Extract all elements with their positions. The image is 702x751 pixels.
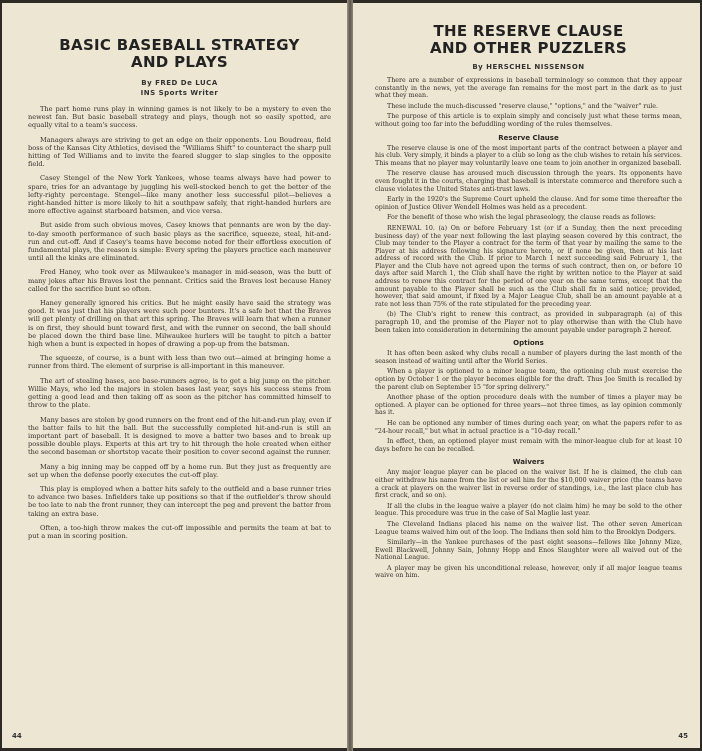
left-paragraph: Haney generally ignored his critics. But he might easily have said the strategy was good. It was just that his players were such poor bunters. It's a safe bet that the Braves will get plenty of drilling on that art this spring. The Braves will learn that when a runner is on first, they should bunt toward first, and with the runner on second, the ball should be placed down the third base line. Milwaukee hurlers will be taught to pitch a batter high when a bunt is expected in hopes of drawing a pop-up from the batsman. [28,299,331,349]
right-article-intro [375,77,682,129]
section-paragraph: It has often been asked why clubs recall a number of players during the last month of the season instead of waiting until after the World Series. [375,350,682,365]
left-paragraph: The art of stealing bases, ace base-runners agree, is to get a big jump on the pitcher. Willie Mays, who led the majors in stolen bases last year, says his success stems from getting a good lead and then taking off as soon as the pitcher has committed himself to throw to the plate. [28,376,331,410]
section-paragraph: (b) The Club's right to renew this contract, as provided in subparagraph (a) of this paragraph 10, and the promise of the Player not to play otherwise than with the Club have been taken into consideration in determining the amount payable under paragraph 2 hereof. [375,311,682,334]
left-page-number: 44 [12,732,22,740]
left-article-body [28,105,331,540]
right-title-line-2: AND OTHER PUZZLERS [430,39,627,57]
left-affiliation: INS Sports Writer [140,89,219,97]
intro-paragraph: The purpose of this article is to explain simply and concisely just what these terms mean, without going too far into the befuddling wording of the rules themselves. [375,113,682,128]
left-paragraph: Casey Stengel of the New York Yankees, whose teams always have had power to spare, tries for an advantage by juggling his well-stocked bench to get the better of the lefty-righty percentage. Stengel—like many another less successful pilot—believes a right-handed hitter is more likely to hit a southpaw safely, that right-handed hurlers are more effective against starboard batsmen, and vice versa. [28,174,331,216]
section-paragraph: When a player is optioned to a minor league team, the optioning club must exercise the option by October 1 or the player becomes eligible for the draft. Thus Joe Smith is recalled by the parent club on September 15 "for spring delivery." [375,368,682,391]
left-page [2,3,347,748]
left-paragraph: Managers always are striving to get an edge on their opponents. Lou Boudreau, field boss of the Kansas City Athletics, devised the "Williams Shift" to counteract the sharp pull hitting of Ted Williams and to invite the feared slugger to slap singles to the opposite field. [28,135,331,169]
left-paragraph: The squeeze, of course, is a bunt with less than two out—aimed at bringing home a runner from third. The element of surprise is all-important in this maneuver. [28,354,331,371]
section-paragraph: RENEWAL 10. (a) On or before February 1st (or if a Sunday, then the next preceding business day) of the year next following the last playing season covered by this contract, the Club may tender to the Player a contract for the term of that year by mailing the same to the Player at his address following his signature hereto, or if none be given, then at his last address of record with the Club. If prior to March 1 next succeeding said February 1, the Player and the Club have not agreed upon the terms of such contract, then on, or before 10 days after said March 1, the Club shall have the right by written notice to the Player at said address to renew this contract for the period of one year on the same terms, except that the amount payable to the Player shall be such as the Club shall fix in said notice; provided, however, that said amount, if fixed by a Major League Club, shall be an amount payable at a rate not less than 75% of the rate stipulated for the preceding year. [375,224,682,308]
left-paragraph: But aside from such obvious moves, Casey knows that pennants are won by the day-to-day smooth performance of such basic plays as the sacrifice, squeeze, steal, hit-and-run and cut-off. And if Casey's teams have become noted for their effortless execution of fundamental plays, the reason is simple: Every spring the players practice each maneuver until all the kinks are eliminated. [28,221,331,263]
section-paragraph: The Cleveland Indians placed his name on the waiver list. The other seven American League teams waived him out of the loop. The Indians then sold him to the Brooklyn Dodgers. [375,520,682,536]
section-paragraph: Another phase of the option procedure deals with the number of times a player may be optioned. A player can be optioned for three years—not three times, as lay opinion commonly has it. [375,394,682,417]
section-paragraph: He can be optioned any number of times during each year, on what the papers refer to as "24-hour recall," but what in actual practice is a "10-day recall." [375,419,682,435]
section-heading: Reserve Clause [498,133,559,142]
left-paragraph: Many a big inning may be capped off by a home run. But they just as frequently are set up when the defense poorly executes the cut-off play. [28,462,331,479]
intro-paragraph: These include the much-discussed "reserve clause," "options," and the "waiver" rule. [387,102,659,110]
section-heading: Options [513,339,544,348]
left-paragraph: Fred Haney, who took over as Milwaukee's manager in mid-season, was the butt of many jokes after his Braves lost the pennant. Critics said the Braves lost because Haney called for the sacrifice bunt so often. [28,268,331,293]
right-byline: By HERSCHEL NISSENSON [472,63,585,71]
left-paragraph: The part home runs play in winning games is not likely to be a mystery to even the newest fan. But basic baseball strategy and plays, though not so easily spotted, are equally vital to a team's success. [28,105,331,130]
left-byline: By FRED De LUCA [141,79,218,87]
right-article-title [375,23,682,57]
right-page [353,3,700,748]
right-page-number: 45 [678,732,688,740]
right-title-line-1: THE RESERVE CLAUSE [433,22,624,40]
left-article-title [28,37,331,71]
left-title-line-2: AND PLAYS [131,53,228,71]
left-paragraph: Often, a too-high throw makes the cut-off impossible and permits the team at bat to put a man in scoring position. [28,523,331,540]
section-paragraph: A player may be given his unconditional release, however, only if all major league teams waive on him. [375,564,682,580]
left-paragraph: Many bases are stolen by good runners on the front end of the hit-and-run play, even if the batter fails to hit the ball. But the successfully completed hit-and-run is still an important part of baseball. It is designed to move a batter two bases and to break up possible double plays. Experts at this art try to hit through the hole created when either the second baseman or shortstop vacate their position to cover second against the runner. [28,415,332,457]
section-paragraph: Any major league player can be placed on the waiver list. If he is claimed, the club can either withdraw his name from the list or sell him for the $10,000 waiver price (the teams have a crack at players on the waiver list in reverse order of standings, i.e., the last place club has first crack, and so on). [375,469,682,500]
section-paragraph: If all the clubs in the league waive a player (do not claim him) he may be sold to the other league. This procedure was true in the case of Sal Maglie last year. [375,502,682,518]
right-article-sections [375,134,682,581]
section-paragraph: The reserve clause has aroused much discussion through the years. Its opponents have even fought it in the courts, charging that baseball is interstate commerce and therefore such a clause violates the United States anti-trust laws. [375,170,682,193]
section-paragraph: Early in the 1920's the Supreme Court upheld the clause. And for some time thereafter the opinion of Justice Oliver Wendell Holmes was held as a precedent. [375,196,682,211]
section-paragraph: Similarly—in the Yankee purchases of the past eight seasons—fellows like Johnny Mize, Ewell Blackwell, Johnny Sain, Johnny Hopp and Enos Slaughter were all waived out of the National League. [375,539,682,562]
left-title-line-1: BASIC BASEBALL STRATEGY [59,36,300,54]
section-heading: Waivers [512,458,545,467]
section-paragraph: For the benefit of those who wish the legal phraseology, the clause reads as follows: [387,214,656,222]
section-paragraph: The reserve clause is one of the most important parts of the contract between a player and his club. Very simply, it binds a player to a club so long as the club wishes to retain his services. This means that no player may voluntarily leave one team to join another in organized baseball. [375,144,682,167]
left-paragraph: This play is employed when a batter hits safely to the outfield and a base runner tries to advance two bases. Infielders take up positions so that if the outfielder's throw should be too late to nab the front runner, they can intercept the peg and prevent the batter from taking an extra base. [28,484,331,518]
intro-paragraph: There are a number of expressions in baseball terminology so common that they appear constantly in the news, yet the average fan remains for the most part in the dark as to just what they mean. [375,77,682,100]
section-paragraph: In effect, then, an optioned player must remain with the minor-league club for at least 10 days before he can be recalled. [375,438,682,453]
